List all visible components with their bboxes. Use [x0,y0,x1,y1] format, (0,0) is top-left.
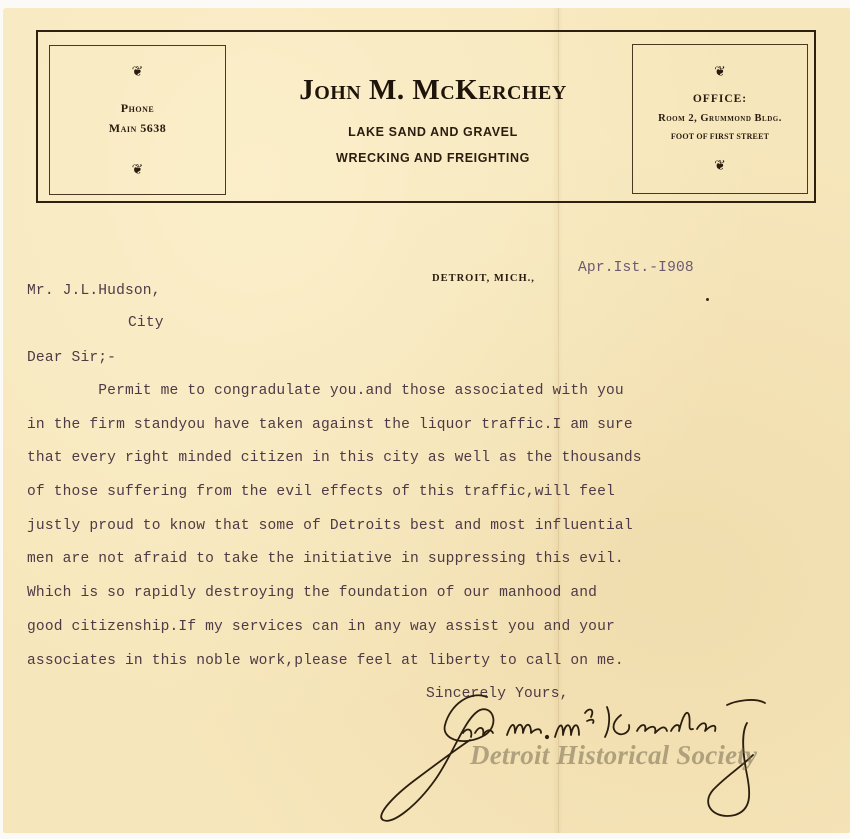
recipient-name: Mr. J.L.Hudson, [27,283,161,299]
fleuron-ornament-icon: ❦ [714,158,726,174]
closing: Sincerely Yours, [426,686,569,702]
fleuron-ornament-icon: ❦ [131,64,144,80]
fleuron-ornament-icon: ❦ [714,64,726,80]
phone-label: Phone [120,101,155,115]
salutation: Dear Sir;- [27,350,117,366]
body-line: justly proud to know that some of Detroits best and most influential [27,518,633,534]
watermark: Detroit Historical Society [470,740,758,770]
company-tagline-1: LAKE SAND AND GRAVEL [348,125,518,139]
letterhead-frame [36,30,816,203]
recipient-city: City [128,315,164,331]
company-name: John M. McKerchey [299,74,567,106]
office-label: OFFICE: [692,93,748,105]
phone-box [49,45,226,195]
body-line: Which is so rapidly destroying the foundation of our manhood and [27,585,598,601]
office-box [632,44,808,194]
body-line: men are not afraid to take the initiative in suppressing this evil. [27,551,624,567]
company-tagline-2: WRECKING AND FREIGHTING [336,151,530,165]
body-line: that every right minded citizen in this city as well as the thousands [27,450,642,466]
phone-number: Main 5638 [108,121,167,135]
ink-dot [706,298,709,301]
body-line: good citizenship.If my services can in any way assist you and your [27,619,615,635]
letter-date: Apr.Ist.-I908 [578,260,694,276]
body-line: associates in this noble work,please feel at liberty to call on me. [27,653,624,669]
body-line: Permit me to congradulate you.and those associated with you [27,383,624,399]
dateline-city: DETROIT, MICH., [432,273,535,284]
office-address-line-1: Room 2, Grummond Bldg. [658,113,782,124]
office-address-line-2: FOOT OF FIRST STREET [670,132,770,141]
body-line: of those suffering from the evil effects of this traffic,will feel [27,484,615,500]
fleuron-ornament-icon: ❦ [131,162,144,178]
body-line: in the firm standyou have taken against the liquor traffic.I am sure [27,417,633,433]
